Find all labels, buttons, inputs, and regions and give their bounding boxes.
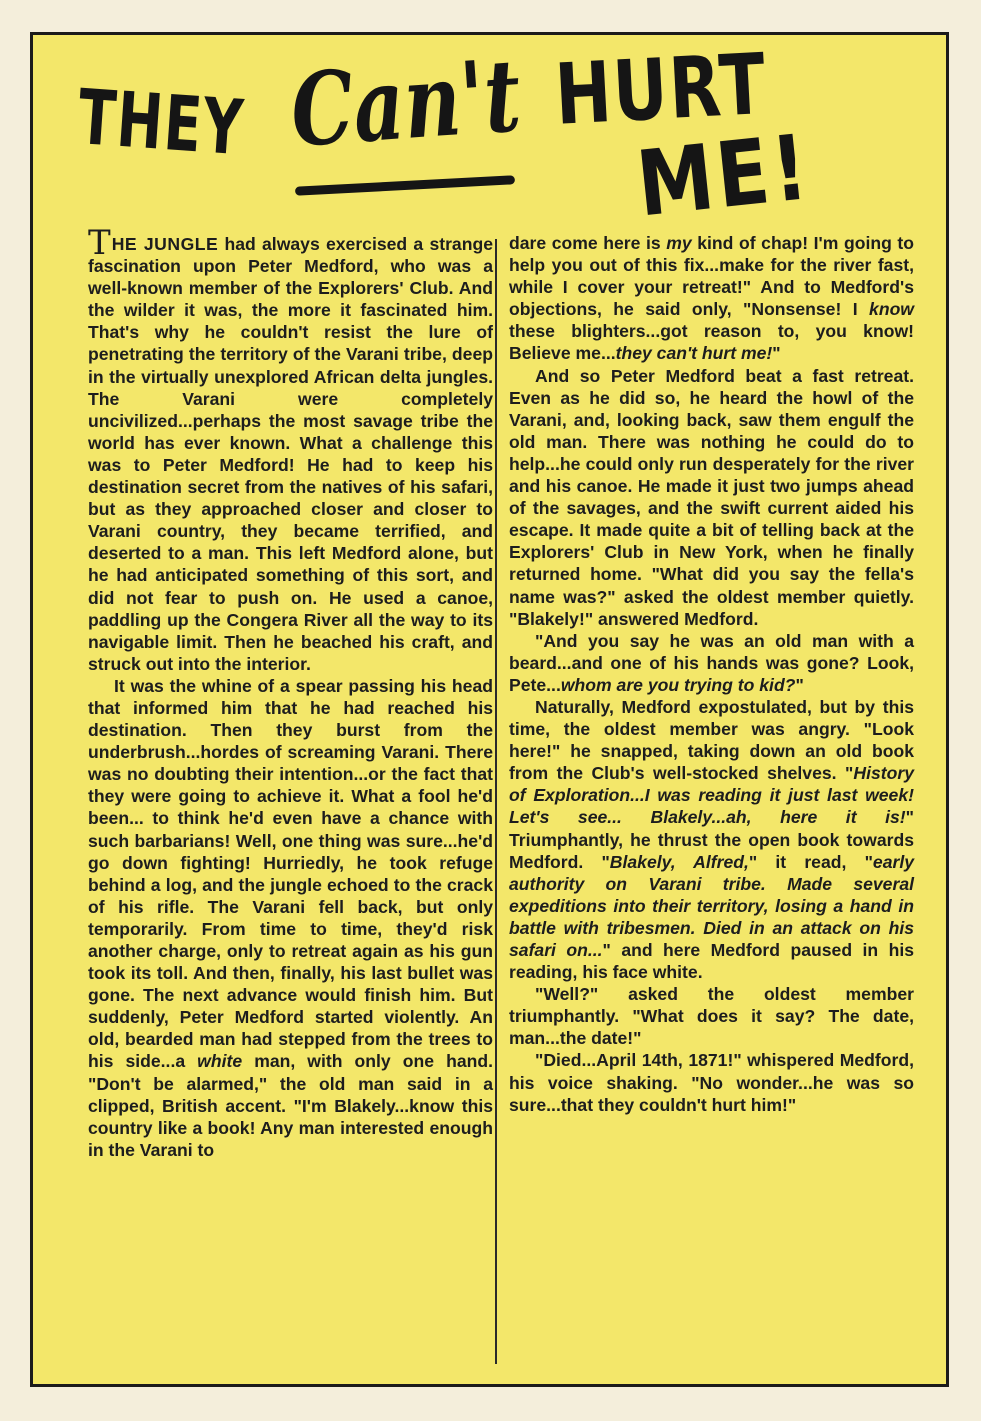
paragraph: And so Peter Medford beat a fast retreat. Even as he did so, he heard the howl of the Varani, and, looking back, saw them engulf the old man. There was nothing he could do to help...he could only run desperately for the river and his canoe. He made it just two jumps ahead of the savages, and the swift current aided his escape. It made quite a bit of telling back at the Explorers' Club in New York, when he finally returned home. "What did you say the fella's name was?" asked the oldest member quietly. "Blakely!" answered Medford. <box>509 365 914 629</box>
emphasis: Blakely, Alfred, <box>609 851 749 872</box>
paragraph-text: It was the whine of a spear passing his head that informed him that he had reached his destination. Then they burst from the underbrush...hordes of screaming Varani. There was no doubting their intention...or the fact that they were going to achieve it. What a fool he'd been... to think he'd even have a chance with such barbarians! Well, one thing was sure...he'd go down fighting! Hurriedly, he took refuge behind a log, and the jungle echoed to the crack of his rifle. The Varani fell back, but only temporarily. From time to time, they'd risk another charge, only to retreat again as his gun took its toll. And then, finally, his last bullet was gone. The next advance would finish him. But suddenly, Peter Medford started violently. An old, bearded man had stepped from the trees to his side...a <box>88 675 493 1072</box>
title-underline <box>295 175 515 196</box>
paragraph-text: man, with only one hand. "Don't be alarmed," the old man said in a clipped, British accent. "I'm Blakely...know this country like a book! Any man interested enough in the Varani to <box>88 1051 493 1160</box>
paragraph-text: kind of chap! I'm going to help you out of this fix...make for the river fast, while I cover your retreat!" And to Medford's objections, he said only, "Nonsense! I <box>509 233 914 320</box>
paragraph <box>509 696 914 983</box>
paragraph <box>88 675 493 1161</box>
right-column <box>509 232 914 1116</box>
paragraph-text: " and here Medford paused in his reading, his face white. <box>509 940 914 983</box>
paragraph-text: " Triumphantly, he thrust the open book towards Medford. " <box>509 807 914 872</box>
paragraph: "Well?" asked the oldest member triumphantly. "What does it say? The date, man...the date!" <box>509 984 914 1049</box>
drop-cap: T <box>88 223 111 263</box>
emphasis: History of Exploration...I was reading it just last week! Let's see... Blakely...ah, here it is! <box>509 763 914 828</box>
paragraph-text: " it read, " <box>748 851 873 872</box>
emphasis: they can't hurt me! <box>615 343 773 364</box>
paragraph-text: dare come here is <box>509 233 667 253</box>
paragraph-text: Naturally, Medford expostulated, but by this time, the oldest member was angry. "Look here!" he snapped, taking down an old book from the Club's well-stocked shelves. " <box>509 696 914 784</box>
paragraph-text: these blighters...got reason to, you know! Believe me... <box>509 321 914 364</box>
story-panel <box>30 32 949 1387</box>
emphasis: know <box>869 299 914 320</box>
emphasis: whom are you trying to kid? <box>560 674 796 695</box>
paragraph-text: " <box>772 343 781 364</box>
emphasis: my <box>666 233 692 253</box>
title-word-hurt: HURT <box>552 34 770 144</box>
paragraph <box>88 223 493 675</box>
paragraph: "Died...April 14th, 1871!" whispered Medford, his voice shaking. "No wonder...he was so sure...that they couldn't hurt him!" <box>509 1050 914 1115</box>
title-word-me: ME! <box>632 114 816 238</box>
paragraph-text: " <box>795 674 804 695</box>
title-word-cant: Can't <box>287 36 525 170</box>
emphasis: white <box>197 1051 243 1072</box>
paragraph-text: had always exercised a strange fascination upon Peter Medford, who was a well-known member of the Explorers' Club. And the wilder it was, the more it fascinated him. That's why he couldn't resist the lure of penetrating the territory of the Varani tribe, deep in the virtually unexplored African delta jungles. The Varani were completely uncivilized...perhaps the most savage tribe the world has ever known. What a challenge this was to Peter Medford! He had to keep his destination secret from the natives of his safari, but as they approached closer and closer to Varani country, they became terrified, and deserted to a man. This left Medford alone, but he had anticipated something of this sort, and did not fear to push on. He used a canoe, paddling up the Congera River all the way to its navigable limit. Then he beached his craft, and struck out into the interior. <box>88 234 493 674</box>
story-title <box>33 35 946 245</box>
paragraph-text: "And you say he was an old man with a beard...and one of his hands was gone? Look, Pete... <box>509 630 914 695</box>
paragraph <box>509 232 914 365</box>
column-divider <box>495 239 497 1364</box>
left-column <box>88 223 493 1161</box>
lead-in: HE JUNGLE <box>111 234 219 254</box>
paragraph <box>509 630 914 696</box>
emphasis: early authority on Varani tribe. Made several expeditions into their territory, losing a hand in battle with tribesmen. Died in an attack on his safari on... <box>509 851 914 960</box>
title-word-they: THEY <box>75 72 247 173</box>
